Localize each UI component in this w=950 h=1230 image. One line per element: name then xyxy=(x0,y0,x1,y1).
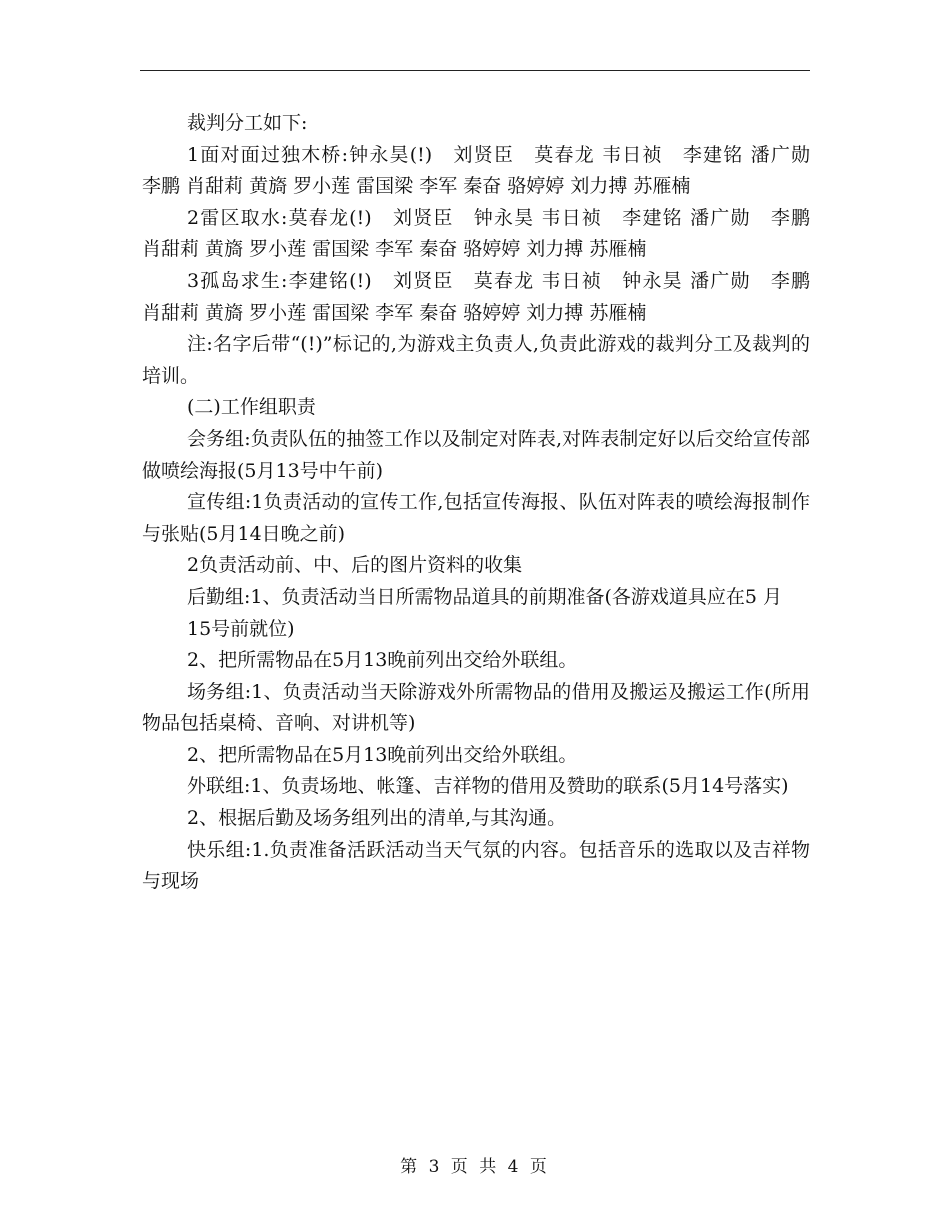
paragraph-publicity-group-2: 2负责活动前、中、后的图片资料的收集 xyxy=(187,554,523,577)
paragraph-liaison-group: 外联组:1、负责场地、帐篷、吉祥物的借用及赞助的联系(5月14号落实) xyxy=(187,775,789,798)
page-number-footer: 第 3 页 共 4 页 xyxy=(400,1157,550,1177)
paragraph-game-2-referees: 2雷区取水:莫春龙(!) 刘贤臣 钟永昊 韦日祯 李建铭 潘广勋 李鹏 肖甜莉 黄旖 罗小莲 雷国梁 李军 秦奋 骆婷婷 刘力搏 苏雁楠 xyxy=(142,206,830,261)
section-heading-work-groups: (二)工作组职责 xyxy=(187,396,316,419)
paragraph-logistics-group-2: 2、把所需物品在5月13晚前列出交给外联组。 xyxy=(187,649,578,672)
document-body xyxy=(142,108,830,898)
paragraph-game-3-referees: 3孤岛求生:李建铭(!) 刘贤臣 莫春龙 韦日祯 钟永昊 潘广勋 李鹏 肖甜莉 黄旖 罗小莲 雷国梁 李军 秦奋 骆婷婷 刘力搏 苏雁楠 xyxy=(142,269,830,324)
paragraph-logistics-group-cont: 15号前就位) xyxy=(187,617,295,640)
paragraph-fun-group: 快乐组:1.负责准备活跃活动当天气氛的内容。包括音乐的选取以及吉祥物与现场 xyxy=(142,838,810,893)
paragraph-liaison-group-2: 2、根据后勤及场务组列出的清单,与其沟通。 xyxy=(187,807,567,830)
paragraph-conference-group: 会务组:负责队伍的抽签工作以及制定对阵表,对阵表制定好以后交给宣传部做喷绘海报(5月13号中午前) xyxy=(142,427,810,482)
paragraph-publicity-group: 宣传组:1负责活动的宣传工作,包括宣传海报、队伍对阵表的喷绘海报制作与张贴(5月14日晚之前) xyxy=(142,491,810,545)
header-rule xyxy=(140,70,810,71)
paragraph-note: 注:名字后带“(!)”标记的,为游戏主负责人,负责此游戏的裁判分工及裁判的培训。 xyxy=(142,333,810,387)
paragraph-logistics-group: 后勤组:1、负责活动当日所需物品道具的前期准备(各游戏道具应在5 月 xyxy=(187,585,783,608)
paragraph-venue-group-2: 2、把所需物品在5月13晚前列出交给外联组。 xyxy=(187,743,578,766)
paragraph-game-1-referees: 1面对面过独木桥:钟永昊(!) 刘贤臣 莫春龙 韦日祯 李建铭 潘广勋 李鹏 肖甜莉 黄旖 罗小莲 雷国梁 李军 秦奋 骆婷婷 刘力搏 苏雁楠 xyxy=(142,143,830,198)
paragraph-referee-intro: 裁判分工如下: xyxy=(187,112,308,134)
paragraph-venue-group: 场务组:1、负责活动当天除游戏外所需物品的借用及搬运及搬运工作(所用物品包括桌椅、音响、对讲机等) xyxy=(142,680,810,735)
